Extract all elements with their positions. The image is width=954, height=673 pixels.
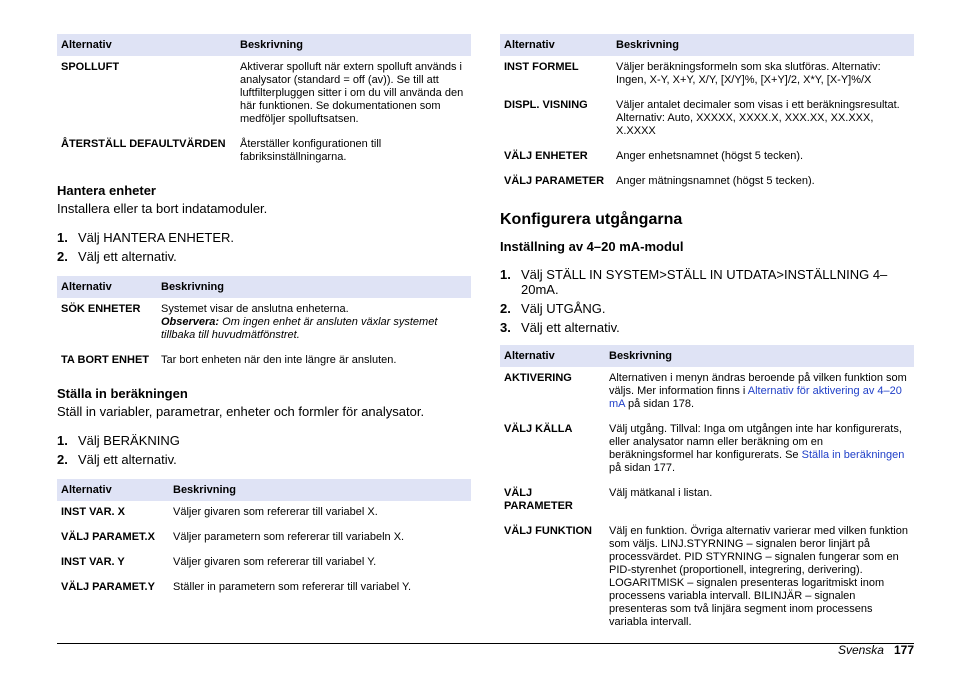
table-header-row bbox=[57, 276, 471, 298]
left-column bbox=[57, 34, 471, 601]
option-name: INST VAR. Y bbox=[61, 556, 125, 568]
option-name: VÄLJ PARAMETER bbox=[504, 175, 605, 187]
column-header-option: Alternativ bbox=[57, 34, 236, 56]
option-name: SPOLLUFT bbox=[61, 61, 120, 73]
option-name: INST VAR. X bbox=[61, 506, 125, 518]
section-intro: Ställ in variabler, parametrar, enheter och formler för analysator. bbox=[57, 404, 425, 419]
list-item: 1. Välj BERÄKNING bbox=[57, 433, 180, 448]
column-header-description: Beskrivning bbox=[612, 34, 914, 56]
option-name: SÖK ENHETER bbox=[61, 303, 141, 315]
table-row bbox=[57, 133, 471, 171]
table-header-row bbox=[500, 345, 914, 367]
options-table-4-20ma bbox=[500, 345, 914, 636]
column-header-description: Beskrivning bbox=[236, 34, 471, 56]
section-heading-4-20ma: Inställning av 4–20 mA-modul bbox=[500, 239, 684, 254]
option-description: Väljer beräkningsformeln som ska slutföras. Alternativ: Ingen, X-Y, X+Y, X/Y, [X/Y]%, [X+Y]/2, X*Y, [X-Y]%/X bbox=[616, 61, 881, 86]
option-description: Väljer givaren som refererar till variabel X. bbox=[173, 506, 378, 518]
note-label: Observera: bbox=[161, 316, 220, 328]
option-name: ÅTERSTÄLL DEFAULTVÄRDEN bbox=[61, 138, 226, 150]
table-header-row bbox=[57, 479, 471, 501]
option-description: Välj utgång. Tillval: Inga om utgången inte har konfigurerats, eller analysator namn eller beräkning om en beräkningsformel har konfigurerats. Se Ställa in beräkningen på sidan 177. bbox=[609, 423, 905, 474]
table-row bbox=[57, 501, 471, 526]
list-item: 2. Välj UTGÅNG. bbox=[500, 301, 606, 316]
list-item: 2. Välj ett alternativ. bbox=[57, 452, 177, 467]
table-row bbox=[500, 145, 914, 170]
cross-reference-link[interactable]: Alternativ för aktivering av 4–20 mA bbox=[609, 385, 902, 410]
option-description: Väljer antalet decimaler som visas i ett beräkningsresultat. Alternativ: Auto, XXXXX, XXXX.X, XXX.XX, XX.XXX, X.XXXX bbox=[616, 99, 900, 137]
section-heading-manage-devices: Hantera enheter bbox=[57, 183, 156, 198]
column-header-description: Beskrivning bbox=[605, 345, 914, 367]
table-header-row bbox=[57, 34, 471, 56]
list-item: 1. Välj HANTERA ENHETER. bbox=[57, 230, 235, 245]
steps-list bbox=[500, 267, 914, 335]
table-row bbox=[57, 349, 471, 374]
option-description: Anger enhetsnamnet (högst 5 tecken). bbox=[616, 150, 804, 162]
table-row bbox=[57, 56, 471, 133]
table-row bbox=[500, 482, 914, 520]
note-text: Om ingen enhet är ansluten växlar systemet tillbaka till huvudmätfönstret. bbox=[161, 316, 438, 341]
table-row bbox=[57, 298, 471, 349]
list-item: 2. Välj ett alternativ. bbox=[57, 249, 177, 264]
option-description: Systemet visar de anslutna enheterna. Observera: Om ingen enhet är ansluten växlar systemet tillbaka till huvudmätfönstret. bbox=[161, 303, 438, 341]
option-description: Väljer parametern som refererar till variabeln X. bbox=[173, 531, 405, 543]
list-item: 3. Välj ett alternativ. bbox=[500, 320, 620, 335]
steps-list bbox=[57, 433, 471, 467]
option-description: Ställer in parametern som refererar till variabel Y. bbox=[173, 581, 412, 593]
column-header-option: Alternativ bbox=[500, 345, 605, 367]
column-header-option: Alternativ bbox=[57, 276, 157, 298]
page-number: 177 bbox=[893, 643, 914, 657]
option-description: Välj en funktion. Övriga alternativ varierar med vilken funktion som väljs. LINJ.STYRNING – signalen beror linjärt på processvärdet. PID STYRNING – signalen fungerar som en PID-styrenhet (proportionell, integrering, derivering). LOGARITMISK – signalen presenteras logaritmiskt inom processens variabla intervall. BILINJÄR – signalen presenteras som två linjära segment inom processens variabla intervall. bbox=[609, 525, 908, 628]
table-row bbox=[500, 520, 914, 636]
table-row bbox=[500, 367, 914, 418]
column-header-option: Alternativ bbox=[57, 479, 169, 501]
options-table-calculation bbox=[57, 479, 471, 601]
option-description: Aktiverar spolluft när extern spolluft används i analysator (standard = off (av)). Se till att luftfilterpluggen sitter i om du vill använda den här funktionen. Se dokumentationen som medföljer spolluftsatsen. bbox=[240, 61, 464, 125]
table-row bbox=[500, 418, 914, 482]
option-description: Återställer konfigurationen till fabriksinställningarna. bbox=[240, 138, 382, 163]
table-row bbox=[57, 526, 471, 551]
table-row bbox=[500, 170, 914, 195]
option-description: Anger mätningsnamnet (högst 5 tecken). bbox=[616, 175, 815, 187]
option-name: AKTIVERING bbox=[504, 372, 572, 384]
table-row bbox=[57, 576, 471, 601]
column-header-description: Beskrivning bbox=[157, 276, 471, 298]
option-description: Tar bort enheten när den inte längre är ansluten. bbox=[161, 354, 397, 366]
option-description: Välj mätkanal i listan. bbox=[609, 487, 713, 499]
options-table-air-purge bbox=[57, 34, 471, 171]
footer-divider bbox=[57, 643, 914, 644]
options-table-devices bbox=[57, 276, 471, 374]
option-name: VÄLJ PARAMETER bbox=[504, 487, 573, 512]
table-header-row bbox=[500, 34, 914, 56]
option-name: TA BORT ENHET bbox=[61, 354, 149, 366]
table-row bbox=[57, 551, 471, 576]
option-name: VÄLJ FUNKTION bbox=[504, 525, 592, 537]
steps-list bbox=[57, 230, 471, 264]
option-name: DISPL. VISNING bbox=[504, 99, 588, 111]
option-description: Väljer givaren som refererar till variabel Y. bbox=[173, 556, 377, 568]
section-heading-calculation: Ställa in beräkningen bbox=[57, 386, 188, 401]
section-intro: Installera eller ta bort indatamoduler. bbox=[57, 201, 268, 216]
column-header-option: Alternativ bbox=[500, 34, 612, 56]
options-table-formula bbox=[500, 34, 914, 195]
option-name: INST FORMEL bbox=[504, 61, 579, 73]
page-footer bbox=[838, 643, 914, 657]
column-header-description: Beskrivning bbox=[169, 479, 471, 501]
page-heading-outputs: Konfigurera utgångarna bbox=[500, 211, 683, 228]
option-description: Alternativen i menyn ändras beroende på vilken funktion som väljs. Mer information finns i Alternativ för aktivering av 4–20 mA på sidan 178. bbox=[609, 372, 907, 410]
option-name: VÄLJ PARAMET.X bbox=[61, 531, 155, 543]
footer-language: Svenska bbox=[837, 643, 884, 657]
option-name: VÄLJ PARAMET.Y bbox=[61, 581, 155, 593]
right-column bbox=[500, 34, 914, 636]
cross-reference-link[interactable]: Ställa in beräkningen bbox=[801, 449, 905, 461]
option-name: VÄLJ ENHETER bbox=[504, 150, 588, 162]
list-item: 1. Välj STÄLL IN SYSTEM>STÄLL IN UTDATA>INSTÄLLNING 4–20mA. bbox=[500, 267, 888, 297]
option-name: VÄLJ KÄLLA bbox=[504, 423, 573, 435]
table-row bbox=[500, 94, 914, 145]
table-row bbox=[500, 56, 914, 94]
